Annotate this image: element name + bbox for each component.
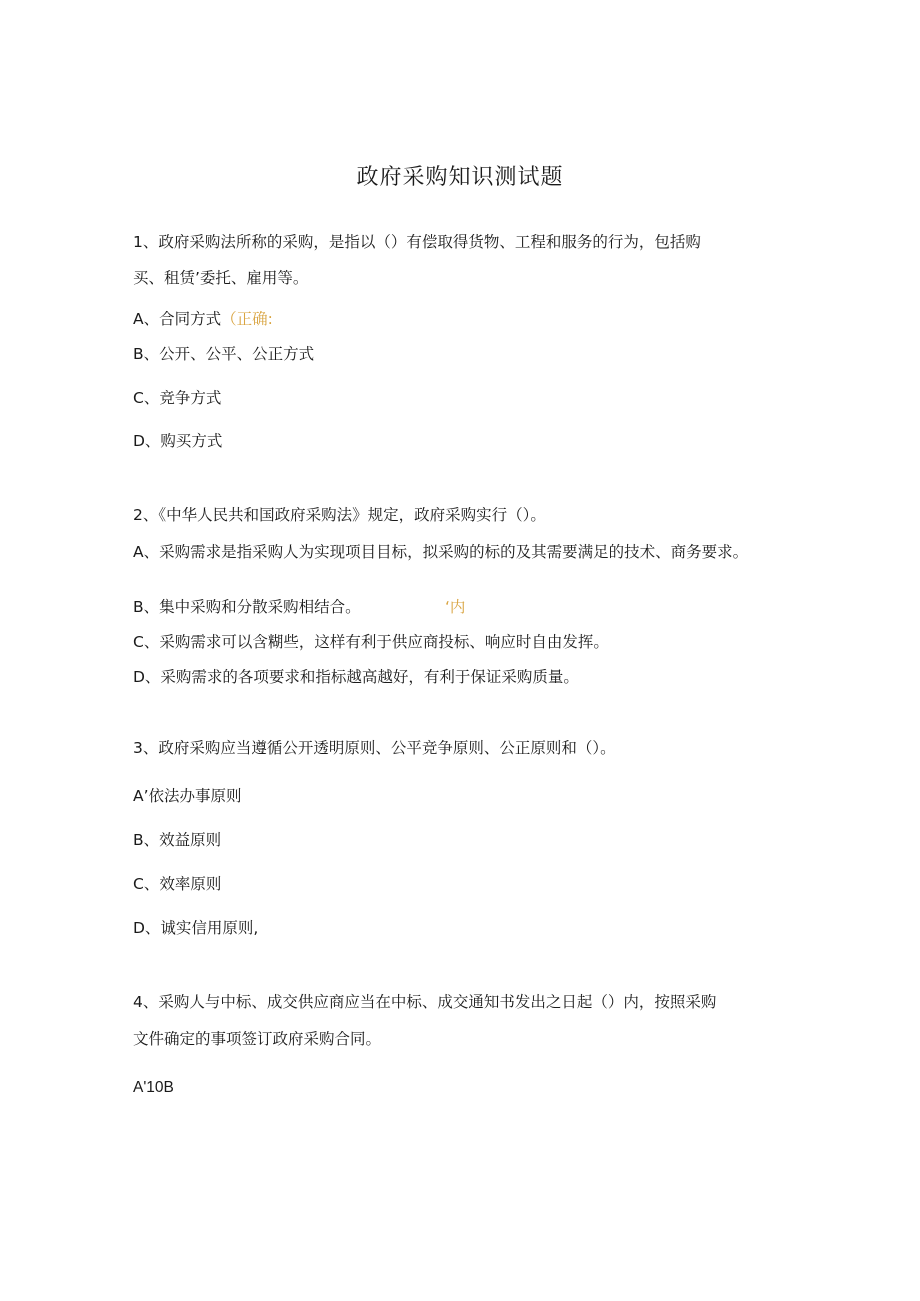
question-2-option-c: C、采购需求可以含糊些，这样有利于供应商投标、响应时自由发挥。: [133, 633, 609, 651]
question-1-option-d: D、购买方式: [133, 432, 223, 450]
question-3-stem: 3、政府采购应当遵循公开透明原则、公平竞争原则、公正原则和（）。: [133, 739, 616, 757]
option-text: A、合同方式: [133, 310, 222, 328]
answer-note: ‘内: [445, 598, 466, 616]
answer-note: （正确:: [221, 310, 273, 328]
question-2-option-b: [133, 595, 783, 620]
question-2-option-d: D、采购需求的各项要求和指标越高越好，有利于保证采购质量。: [133, 668, 579, 686]
question-2-option-a: A、采购需求是指采购人为实现项目目标，拟采购的标的及其需要满足的技术、商务要求。: [133, 543, 749, 561]
question-3-option-c: C、效率原则: [133, 875, 222, 893]
question-4-stem-line-2: 文件确定的事项签订政府采购合同。: [133, 1030, 382, 1048]
question-4-stem-line-1: 4、采购人与中标、成交供应商应当在中标、成交通知书发出之日起（）内，按照采购: [133, 993, 717, 1011]
question-1-option-a: [133, 307, 783, 332]
question-1-option-c: C、竞争方式: [133, 389, 222, 407]
option-text: B、集中采购和分散采购相结合。: [133, 598, 361, 616]
question-2-stem: 2、《中华人民共和国政府采购法》规定，政府采购实行（）。: [133, 506, 546, 524]
page-title: 政府采购知识测试题: [356, 165, 564, 190]
question-1-option-b: B、公开、公平、公正方式: [133, 345, 315, 363]
question-4-option-a: A'10B: [133, 1079, 174, 1096]
question-1-stem-line-2: 买、租赁’委托、雇用等。: [133, 269, 309, 287]
question-3-option-d: D、诚实信用原则,: [133, 919, 259, 937]
question-1-stem-line-1: 1、政府采购法所称的采购，是指以（）有偿取得货物、工程和服务的行为，包括购: [133, 233, 701, 251]
question-3-option-b: B、效益原则: [133, 831, 222, 849]
question-3-option-a: A’依法办事原则: [133, 787, 242, 805]
